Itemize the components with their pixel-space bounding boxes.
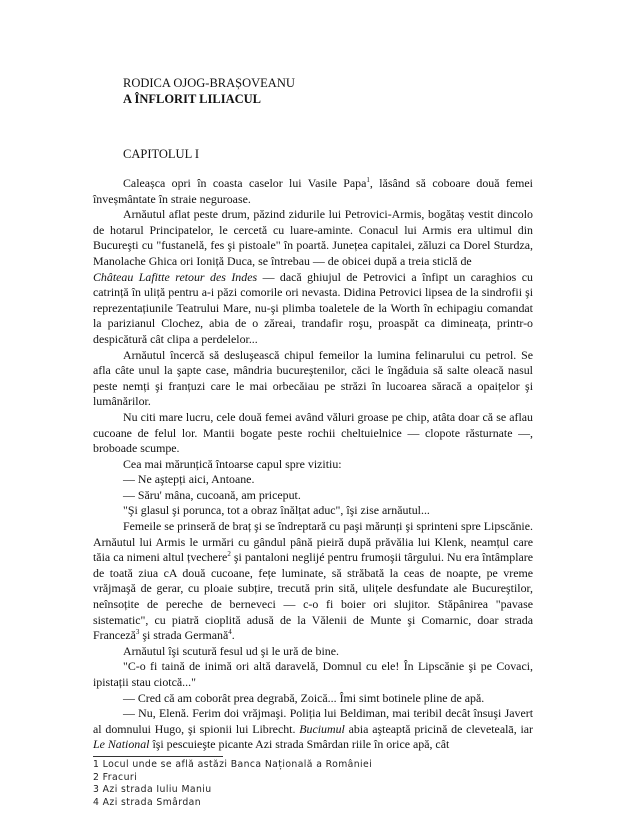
footnote-ref: 4: [228, 628, 232, 637]
footnote-ref: 2: [227, 550, 231, 559]
chapter-heading: CAPITOLUL I: [123, 147, 200, 161]
text-run: — Nu, Elenă. Ferim doi vrăjmaşi. Poliția lui Beldiman, mai teribil decât însuşi Javert al domnului Hugo, şi spionii lui Librecht.: [93, 706, 533, 736]
text-run: , lăsând să coboare două femei înveșmântate în straie neguroase.: [93, 176, 533, 206]
document-header: [123, 75, 295, 107]
italic-title: Le National: [93, 737, 150, 752]
italic-title: Buciumul: [299, 721, 345, 736]
footnote-ref: 1: [366, 176, 370, 185]
text-run: abia aşteaptă pricină de clevetealā, iar: [344, 721, 533, 736]
footnotes: [93, 759, 372, 809]
author-name: RODICA OJOG-BRAȘOVEANU: [123, 76, 295, 90]
footnote-divider: [93, 756, 223, 757]
paragraph: Arnăutul îşi scutură fesul ud şi le ură de bine.: [123, 643, 339, 658]
dialogue-line: — Cred că am coborât prea degrabă, Zoică... Îmi simt botinele pline de apă.: [123, 690, 485, 705]
text-run: .: [231, 628, 235, 643]
book-title: A ÎNFLORIT LILIACUL: [123, 92, 262, 106]
dialogue-line: [93, 706, 533, 753]
paragraph: Arnăutul încercă să desluşească chipul femeilor la lumina felinarului cu petrol. Se afla câte unul la şapte case, mândria bucureştenilor, căci le îngăduia să salte oleacă nasul peste nemți şi franțuzi care le mai orbecăiau pe străzi în lucoarea săracă a opaițelor şi lumânărilor.: [93, 347, 533, 409]
footnote: 2 Fracuri: [93, 771, 138, 783]
text-run: şi pantaloni neglijé pentru frumoşii târgului. Nu era întâmplare de toată ziua cA două cucoane, fețe luminate, să străbată la ceas de noapte, pe vreme vrăjmaşă de gerar, cu ploaie subțire, trecută prin sită, ulițele desfundate ale Bucureştilor, neînsoțite de pereche de berneveci — c-o fi boier ori slujitor. Stăpânirea "pavase sistematic", cu piatră cioplită adusă de la Vălenii de Munte şi Comarnic, doar strada Franceză: [93, 550, 534, 643]
text-run: îşi pescuieşte picante Azi strada Smârdan riile în orice apă, cât: [149, 737, 450, 752]
text-run: Caleașca opri în coasta caselor lui Vasile Papa: [123, 176, 367, 190]
footnote: 1 Locul unde se află astăzi Banca Națională a României: [93, 759, 373, 770]
paragraph: Nu citi mare lucru, cele două femei având văluri groase pe chip, atâta doar că se aflau cucoane de felul lor. Mantii bogate peste rochii cheltuielnice — clopote răsturnate —, broboade scumpe.: [93, 409, 533, 456]
dialogue-line: — Săru' mâna, cucoană, am priceput.: [123, 487, 301, 502]
text-run: Femeile se prinseră de braț şi se îndreptară cu paşi mărunți şi sprinteni spre Lipscănie. Arnăutul lui Armis le urmări cu gândul până pieiră după prăvălia lui Klenk, neamțul care tăia ca nimeni altul țvechere: [93, 519, 533, 565]
text-run: — dacă ghiujul de Petrovici a înfipt un caraghios cu catrință în uliță pentru a-i păzi comorile ori nevasta. Didina Petrovici lipsea de la sindrofii şi reprezentațiunile Teatrului Mare, nu-şi plimba toaletele de la Worth în echipagiu comandat la parizianul Clochez, abia de o zăreai, trandafir roşu, proaspăt ca dimineața, printr-o despicătură cât clipa a perdelelor...: [93, 269, 533, 346]
paragraph: Arnăutul aflat peste drum, păzind zidurile lui Petrovici-Armis, bogătaș vestit dincolo de hotarul Principatelor, le cercetă cu luare-aminte. Conacul lui Armis era ultimul din Bucureşti cu "fustanelă, fes şi pistoale" în poartă. Junețea capitalei, zăluzi ca Dorel Sturdza, Manolache Ghica ori Ioniță Duca, se întrebau — de obicei după a treia sticlă de: [93, 207, 533, 268]
italic-title: Château Lafitte retour des Indes: [93, 269, 258, 284]
paragraph: "C-o fi taină de inimă ori altă daravelă, Domnul cu ele! În Lipscănie şi pe Covaci, ipistații stau ciotcă...": [93, 659, 533, 689]
paragraph: "Şi glasul şi porunca, tot a obraz înălțat aduc", îşi zise arnăutul...: [123, 503, 430, 518]
footnote-ref: 3: [135, 628, 140, 637]
paragraph: [93, 176, 533, 207]
footnote: 4 Azi strada Smârdan: [93, 796, 202, 808]
paragraph: [93, 270, 533, 348]
paragraph: Cea mai mărunțică întoarse capul spre vizitiu:: [123, 456, 342, 471]
footnote: 3 Azi strada Iuliu Maniu: [93, 784, 212, 796]
paragraph: [93, 519, 533, 644]
text-run: şi strada Germană: [139, 628, 229, 643]
chapter-body: [93, 176, 533, 753]
dialogue-line: — Ne aştepți aici, Antoane.: [123, 472, 255, 487]
